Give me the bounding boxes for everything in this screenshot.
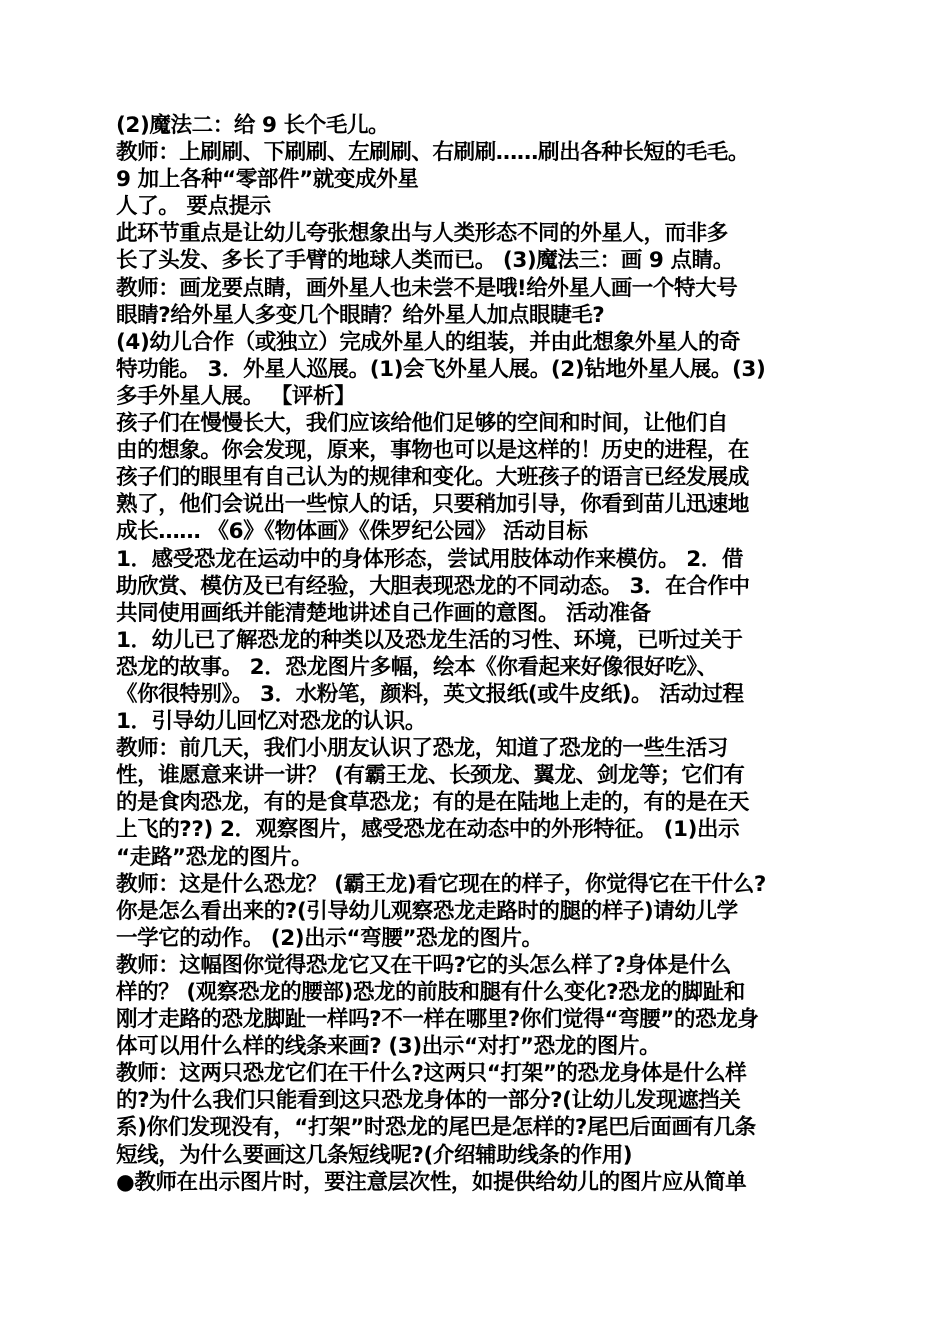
text-line: 短线，为什么要画这几条短线呢?(介绍辅助线条的作用)	[116, 1142, 633, 1168]
text-line: 的?为什么我们只能看到这只恐龙身体的一部分?(让幼儿发现遮挡关	[116, 1088, 741, 1114]
text-line: 长了头发、多长了手臂的地球人类而已。 (3)魔法三：画 9 点睛。	[116, 248, 734, 274]
text-line: 性，谁愿意来讲一讲？ (有霸王龙、长颈龙、翼龙、剑龙等；它们有	[116, 763, 745, 789]
text-line: 孩子们的眼里有自己认为的规律和变化。大班孩子的语言已经发展成	[116, 465, 750, 491]
text-line: 的是食肉恐龙，有的是食草恐龙；有的是在陆地上走的，有的是在天	[116, 790, 750, 816]
text-line: 1．幼儿已了解恐龙的种类以及恐龙生活的习性、环境，已听过关于	[116, 627, 743, 653]
text-line: 上飞的??) 2．观察图片，感受恐龙在动态中的外形特征。 (1)出示	[116, 817, 740, 843]
document-body	[116, 112, 844, 1196]
text-line: 眼睛?给外星人多变几个眼睛？给外星人加点眼睫毛?	[116, 302, 605, 328]
text-line: 1．感受恐龙在运动中的身体形态，尝试用肢体动作来模仿。 2．借	[116, 546, 744, 572]
text-line: 教师：画龙要点睛，画外星人也未尝不是哦!给外星人画一个特大号	[116, 275, 738, 301]
text-line: 样的？ (观察恐龙的腰部)恐龙的前肢和腿有什么变化?恐龙的脚趾和	[116, 980, 745, 1005]
text-line: 9 加上各种“零部件”就变成外星	[116, 167, 419, 193]
text-line: 系)你们发现没有，“打架”时恐龙的尾巴是怎样的?尾巴后面画有几条	[116, 1115, 756, 1141]
text-line: ●教师在出示图片时，要注意层次性，如提供给幼儿的图片应从简单	[116, 1169, 747, 1195]
text-line: 多手外星人展。 【评析】	[116, 383, 356, 409]
text-line: 由的想象。你会发现，原来，事物也可以是这样的！历史的进程，在	[116, 438, 750, 464]
text-line: 孩子们在慢慢长大，我们应该给他们足够的空间和时间，让他们自	[116, 411, 728, 437]
text-line: 恐龙的故事。 2．恐龙图片多幅，绘本《你看起来好像很好吃》、	[116, 654, 718, 680]
text-line: 教师：这两只恐龙它们在干什么?这两只“打架”的恐龙身体是什么样	[116, 1061, 747, 1087]
text-line: (4)幼儿合作（或独立）完成外星人的组装，并由此想象外星人的奇	[116, 329, 741, 355]
text-line: 教师：这幅图你觉得恐龙它又在干吗?它的头怎么样了?身体是什么	[116, 952, 731, 978]
text-line: “走路”恐龙的图片。	[116, 844, 313, 870]
text-line: 《你很特别》。 3．水粉笔，颜料，英文报纸(或牛皮纸)。 活动过程	[116, 681, 744, 707]
text-line: 此环节重点是让幼儿夸张想象出与人类形态不同的外星人，而非多	[116, 221, 728, 247]
text-line: 教师：这是什么恐龙？ (霸王龙)看它现在的样子，你觉得它在干什么?	[116, 871, 766, 897]
text-line: 人了。 要点提示	[116, 194, 271, 220]
text-line: (2)魔法二：给 9 长个毛儿。	[116, 113, 390, 138]
text-line: 共同使用画纸并能清楚地讲述自己作画的意图。 活动准备	[116, 600, 651, 626]
text-line: 教师：前几天，我们小朋友认识了恐龙，知道了恐龙的一些生活习	[116, 736, 728, 762]
text-line: 熟了，他们会说出一些惊人的话，只要稍加引导，你看到苗儿迅速地	[116, 492, 750, 518]
text-line: 教师：上刷刷、下刷刷、左刷刷、右刷刷……刷出各种长短的毛毛。	[116, 140, 750, 166]
text-line: 你是怎么看出来的?(引导幼儿观察恐龙走路时的腿的样子)请幼儿学	[116, 898, 738, 924]
text-line: 特功能。 3．外星人巡展。(1)会飞外星人展。(2)钻地外星人展。(3)	[116, 356, 766, 382]
text-line: 一学它的动作。 (2)出示“弯腰”恐龙的图片。	[116, 925, 543, 951]
text-line: 刚才走路的恐龙脚趾一样吗?不一样在哪里?你们觉得“弯腰”的恐龙身	[116, 1007, 759, 1033]
text-line: 助欣赏、模仿及已有经验，大胆表现恐龙的不同动态。 3．在合作中	[116, 573, 750, 599]
text-line: 体可以用什么样的线条来画? (3)出示“对打”恐龙的图片。	[116, 1034, 661, 1060]
text-line: 成长…… 《6》《物体画》《侏罗纪公园》 活动目标	[116, 519, 588, 545]
text-line: 1．引导幼儿回忆对恐龙的认识。	[116, 709, 426, 735]
